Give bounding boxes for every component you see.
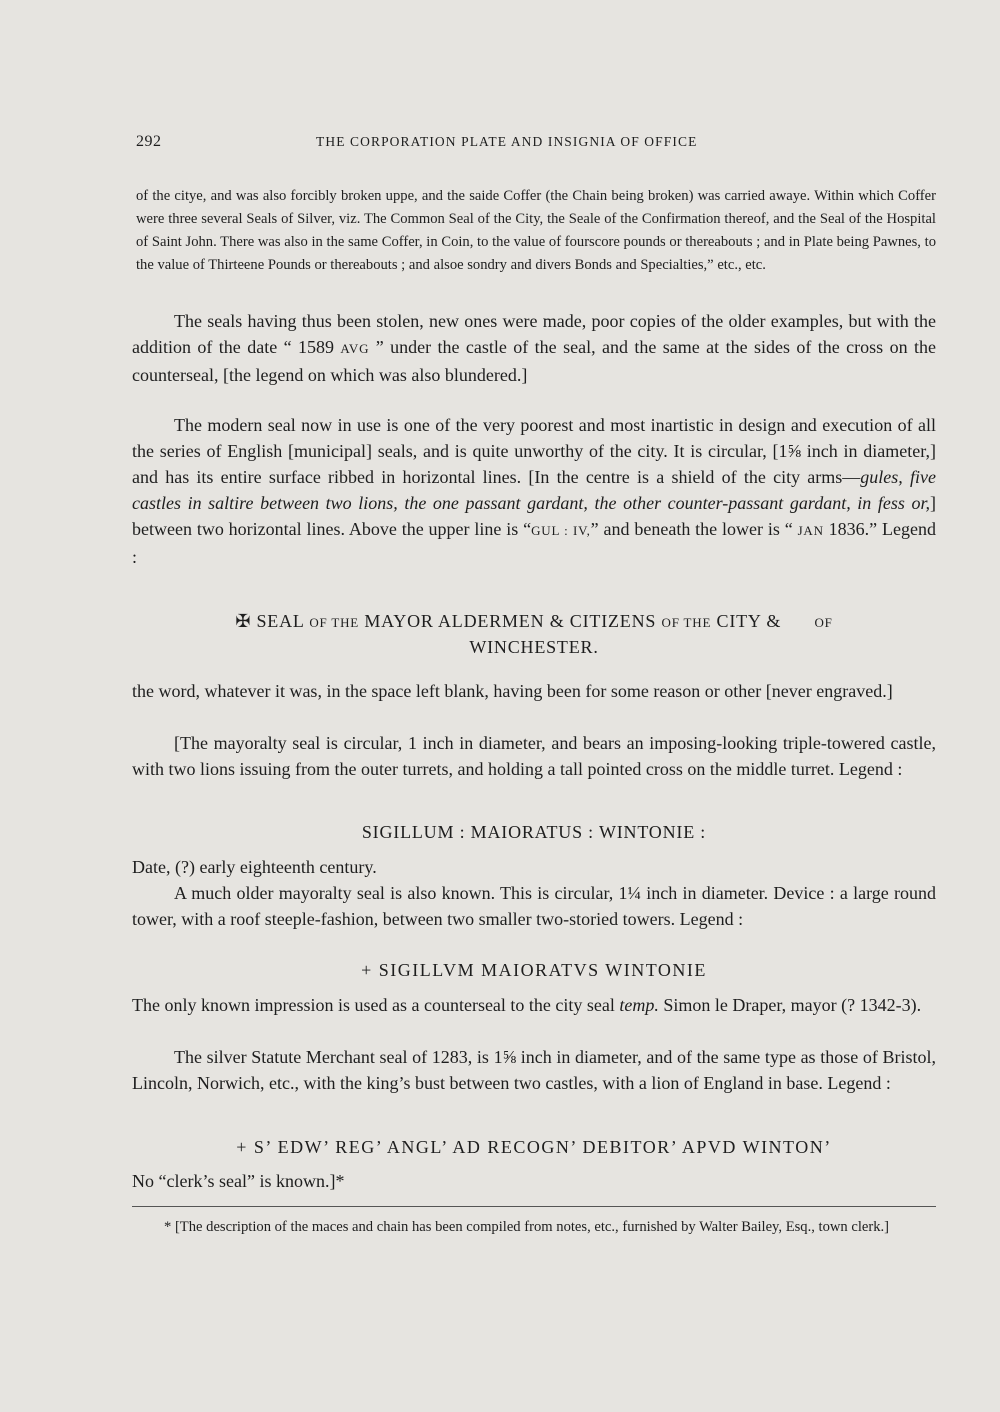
legend1-part4: OF THE	[661, 615, 712, 630]
paragraph-modern-seal	[132, 412, 936, 570]
para2-text-c: ] between two horizontal lines. Above the upper line is “	[132, 493, 936, 539]
para9-text: No “clerk’s seal” is known.]*	[132, 1171, 345, 1191]
para2-text-g: 1836.” Legend :	[132, 519, 936, 567]
para7-temp: temp.	[619, 995, 659, 1015]
quoted-passage	[136, 185, 936, 277]
paragraph-older-mayoralty-seal	[132, 880, 936, 932]
legend1-part6: OF	[814, 615, 833, 630]
footnote-text: * [The description of the maces and chain has been compiled from notes, etc., furnished by Walter Bailey, Esq., town clerk.]	[164, 1219, 890, 1235]
legend1-part1: ✠ SEAL	[235, 611, 310, 631]
page-number: 292	[136, 133, 162, 150]
para2-blazon: gules, five castles in saltire between two lions, the one passant gardant, the other counter-passant gardant, in fess or,	[132, 467, 936, 513]
legend-modern-seal-line2: WINCHESTER.	[469, 637, 599, 657]
paragraph-statute-merchant-seal	[132, 1044, 936, 1096]
para5-text: Date, (?) early eighteenth century.	[132, 857, 377, 877]
para1-text-a: The seals having thus been stolen, new ones were made, poor copies of the older examples, but with the addition of the date “ 1589	[132, 311, 936, 357]
paragraph-counterseal	[132, 992, 936, 1018]
para6-text: A much older mayoralty seal is also known. This is circular, 1¼ inch in diameter. Device : a large round tower, with a roof steeple-fashion, between two smaller two-storied towers. Legend :	[132, 883, 936, 929]
footnote-rule	[132, 1206, 936, 1207]
legend1-part5: CITY &	[711, 611, 787, 631]
paragraph-mayoralty-seal	[132, 730, 936, 782]
para4-text: [The mayoralty seal is circular, 1 inch in diameter, and bears an imposing-looking triple-towered castle, with two lions issuing from the outer turrets, and holding a tall pointed cross on the middle turret. Legend :	[132, 733, 936, 779]
legend1-part3: MAYOR ALDERMEN & CITIZENS	[359, 611, 662, 631]
paragraph-stolen-seals	[132, 308, 936, 388]
legend-mayoralty-seal: SIGILLUM : MAIORATUS : WINTONIE :	[361, 822, 707, 842]
para7-text-c: Simon le Draper, mayor (? 1342-3).	[658, 995, 922, 1015]
para8-text: The silver Statute Merchant seal of 1283, is 1⅝ inch in diameter, and of the same type as those of Bristol, Lincoln, Norwich, etc., with the king’s bust between two castles, with a lion of England in base. Legend :	[132, 1047, 936, 1093]
para2-gul-iv: GUL : IV,	[531, 523, 591, 538]
paragraph-clerks-seal	[132, 1168, 936, 1194]
legend-older-seal: + SIGILLVM MAIORATVS WINTONIE	[361, 960, 707, 980]
para2-text-e: ” and beneath the lower is “	[590, 519, 798, 539]
para2-text-a: The modern seal now in use is one of the very poorest and most inartistic in design and execution of all the series of English [municipal] seals, and is quite unworthy of the city. It is circular, [1⅝ inch in diameter,] and has its entire surface ribbed in horizontal lines. [In the centre is a shield of the city arms—	[132, 415, 936, 487]
paragraph-blank-space	[132, 678, 936, 704]
footnote	[132, 1216, 936, 1239]
paragraph-date	[132, 854, 936, 880]
legend-statute-merchant-seal: + S’ EDW’ REG’ ANGL’ AD RECOGN’ DEBITOR’ APVD WINTON’	[236, 1137, 832, 1157]
para2-jan: JAN	[797, 523, 824, 538]
legend1-part2: OF THE	[309, 615, 360, 630]
para1-avg: AVG	[340, 341, 370, 356]
quote-text: of the citye, and was also forcibly broken uppe, and the saide Coffer (the Chain being broken) was carried awaye. Within which Coffer were three several Seals of Silver, viz. The Common Seal of the City, the Seale of the Confirmation thereof, and the Seal of the Hospital of Saint John. There was also in the same Coffer, in Coin, to the value of fourscore pounds or thereabouts ; and in Plate being Pawnes, to the value of Thirteene Pounds or thereabouts ; and alsoe sondry and divers Bonds and Specialties,” etc., etc.	[136, 188, 936, 273]
para3-text: the word, whatever it was, in the space left blank, having been for some reason or other [never engraved.]	[132, 681, 893, 701]
running-head: THE CORPORATION PLATE AND INSIGNIA OF OFFICE	[316, 134, 698, 149]
legend-modern-seal-line1	[132, 611, 936, 632]
page-header	[136, 133, 936, 153]
para1-text-c: ” under the castle of the seal, and the same at the sides of the cross on the counterseal, [the legend on which was also blundered.]	[132, 337, 936, 385]
para7-text-a: The only known impression is used as a counterseal to the city seal	[132, 995, 620, 1015]
